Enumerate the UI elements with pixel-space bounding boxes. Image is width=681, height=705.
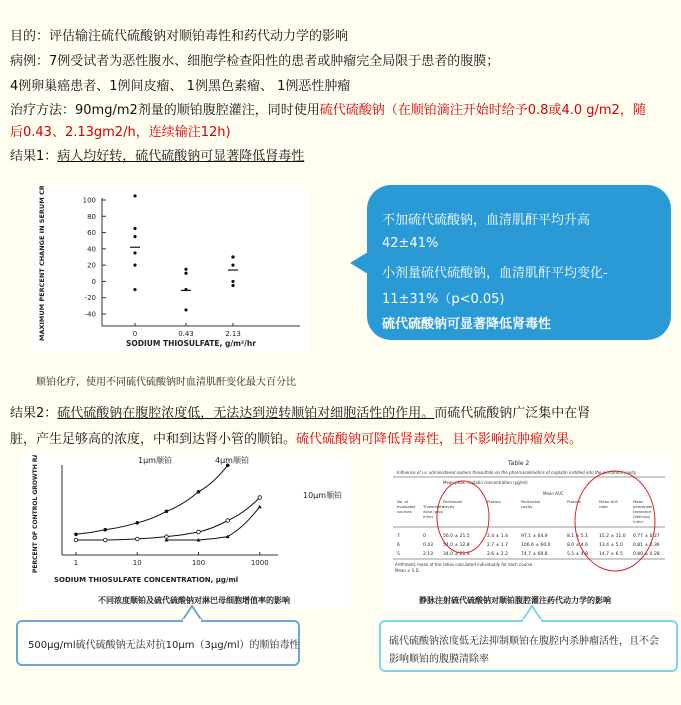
chart2-point [165, 510, 169, 514]
chart1-caption: 顺铂化疗，使用不同硫代硫酸钠时血清肌酐变化最大百分比 [36, 377, 296, 388]
chart1-point [231, 264, 234, 267]
chart1-ytick-label: 20 [87, 261, 96, 270]
table-cell: 74.7 ± 60.8 [521, 552, 548, 557]
bubble-line-1: 不加硫代硫酸钠，血清肌酐平均升高 [382, 213, 591, 228]
creatinine-chart [30, 186, 308, 352]
table-cell: 0 [423, 534, 426, 539]
chart2-xtick-label: 10 [132, 559, 142, 567]
table-header-cell: Mean [633, 499, 644, 504]
table-cell: 5.5 ± 4.8 [567, 552, 588, 557]
legend-1um: 1μm顺铂 [138, 456, 172, 465]
chart1-point [133, 194, 136, 197]
table-header-cell: courses [397, 509, 412, 514]
result1-text: 病人均好转，硫代硫酸钠可显著降低肾毒性 [57, 149, 305, 164]
chart2-point [103, 538, 107, 542]
chart1-ytick-label: 100 [82, 196, 96, 205]
growth-chart [20, 455, 350, 610]
method-line [10, 100, 646, 121]
chart2-xtick-label: 1 [73, 559, 79, 567]
chart1-point [133, 227, 136, 230]
result2-label: 结果2： [10, 406, 58, 421]
note-left-pointer [180, 605, 204, 622]
chart2-point [197, 490, 201, 494]
table-caption: 静脉注射硫代硫酸钠对顺铂腹腔灌注药代动力学的影响 [419, 596, 611, 605]
method-highlight: 硫代硫酸钠（在顺铂滴注开始时给予0.8或4.0 g/m2，随 [319, 103, 646, 118]
table-cell: 2.7 ± 1.7 [487, 543, 508, 548]
table-cell: 15.2 ± 11.0 [599, 534, 626, 539]
chart1-point [184, 268, 187, 271]
table-cell: 13.4 ± 5.0 [599, 543, 623, 548]
summary-bubble [367, 185, 671, 340]
table-cell: 0.43 [423, 543, 434, 548]
bubble-line-4: 11±31%（p<0.05) [382, 292, 505, 307]
table-footnote-1: Arithmetic mean of the ratios calculated individually for each course. [395, 562, 534, 567]
chart2-ylabel: PERCENT OF CONTROL GROWTH RATE [32, 455, 39, 573]
table-header-cell: m/hr) [423, 514, 434, 519]
table-cell: 2.4 ± 1.4 [487, 534, 508, 539]
note-right-pointer [520, 605, 544, 622]
table-cell: 0.81 ± 0.36 [633, 543, 660, 548]
result2-highlight: 硫代硫酸钠可降低肾毒性，且不影响抗肿瘤效果。 [296, 432, 583, 447]
note-right-line-1: 硫代硫酸钠浓度低无法抑制顺铂在腹腔内杀肿瘤活性，且不会 [389, 636, 659, 647]
chart2-caption: 不同浓度顺铂及硫代硫酸钠对淋巴母细胞增值率的影响 [98, 596, 290, 605]
table-header-cell: Plasma [487, 499, 501, 504]
table-header-cell: Mean AUC [599, 499, 619, 504]
chart1-ytick-label: -40 [84, 310, 96, 319]
chart2-point [135, 537, 139, 541]
result2-text-2: 脏，产生足够高的浓度，中和到达肾小管的顺铂。 [10, 432, 297, 447]
chart1-xtick-label: 2.13 [225, 330, 241, 338]
bubble-line-2: 42±41% [382, 236, 439, 251]
table-header-cell: Peritoneal [443, 499, 463, 504]
chart1-point [133, 235, 136, 238]
result1-line [10, 146, 304, 167]
method-line-2: 后0.43、2.13gm2/h，连续输注12h) [10, 125, 231, 140]
chart2-xlabel: SODIUM THIOSULFATE CONCENTRATION, μg/ml [54, 576, 239, 584]
group-header-2: Mean AUC [543, 491, 564, 496]
table-footnote-2: Mean ± S.D. [395, 568, 420, 573]
result2-text: 硫代硫酸钠在腹腔浓度低，无法达到逆转顺铂对细胞活性的作用。 [57, 406, 435, 421]
chart2-point [258, 496, 262, 500]
table-title: Table 2 [508, 460, 530, 467]
note-left-text: 500μg/ml硫代硫酸钠无法对抗10μm（3μg/ml）的顺铂毒性 [28, 640, 300, 651]
chart1-ytick-label: 0 [91, 277, 96, 286]
note-right-line-2: 影响顺铂的腹膜清除率 [389, 654, 489, 665]
group-header-1: Mean peak cisplatin concentration (μg/ml) [443, 480, 528, 485]
table-header-cell: m/hr) [633, 519, 644, 524]
chart1-point [231, 280, 234, 283]
chart2-point [74, 538, 78, 542]
result2-line-1 [10, 403, 590, 424]
chart1-ylabel-a: MAXIMUM PERCENT CHANGE IN SERUM CREATININE [38, 186, 46, 341]
chart2-point [103, 528, 107, 532]
result1-label: 结果1： [10, 149, 58, 164]
chart2-xtick-label: 1000 [250, 559, 269, 567]
purpose-line: 目的：评估输注硫代硫酸钠对顺铂毒性和药代动力学的影响 [10, 29, 349, 44]
table-header-cell: cavity [521, 504, 533, 509]
chart1-xtick-label: 0 [132, 330, 138, 338]
chart1-point [184, 308, 187, 311]
table-cell: 34.0 ± 21.3 [443, 552, 470, 557]
table-cell: 2.6 ± 2.2 [487, 552, 508, 557]
table-header-cell: clearance [633, 509, 652, 514]
bubble-pointer [350, 250, 370, 276]
pk-table-panel [383, 455, 673, 610]
chart1-ytick-label: -20 [84, 294, 96, 303]
table-header-cell: evaluable [397, 504, 416, 509]
table-header-cell: Peritoneal [521, 499, 541, 504]
table-header-cell: No. of [397, 499, 409, 504]
result2-cont: 而硫代硫酸钠广泛集中在肾 [434, 406, 591, 421]
table-cell: 14.7 ± 6.5 [599, 552, 623, 557]
chart2-point [135, 521, 139, 525]
chart1-xlabel: SODIUM THIOSULFATE, g/m²/hr [126, 339, 256, 348]
table-header-cell: Plasma [567, 499, 581, 504]
table-cell: 0.80 ± 0.28 [633, 552, 660, 557]
chart2-point [226, 519, 230, 523]
chart2-point [74, 533, 78, 537]
chart1-xtick-label: 0.43 [178, 330, 194, 338]
table-header-cell: Thiosulfate [423, 504, 445, 509]
chart2-xtick-label: 100 [191, 559, 206, 567]
chart2-point [258, 505, 262, 509]
table-header-cell: dose (g/sq [423, 509, 443, 514]
note-left [16, 620, 300, 666]
legend-10um: 10μm顺铂 [303, 491, 343, 500]
table-header-cell: cavity [443, 504, 455, 509]
table-cell: 0.77 ± 0.27 [633, 534, 660, 539]
table-cell: 54.0 ± 12.8 [443, 543, 470, 548]
growth-chart-panel [20, 455, 350, 610]
table-header-cell: (liters/sq [633, 514, 650, 519]
method-text: 治疗方法：90mg/m2剂量的顺铂腹腔灌注，同时使用 [10, 103, 320, 118]
table-cell: 8.0 ± 4.6 [567, 543, 588, 548]
pk-table [383, 455, 673, 610]
note-right [379, 620, 678, 672]
chart1-ytick-label: 60 [87, 229, 96, 238]
table-cell: 7 [397, 534, 400, 539]
chart1-ytick-label: 80 [87, 212, 96, 221]
chart1-ytick-label: 40 [87, 245, 96, 254]
chart1-point [133, 251, 136, 254]
chart1-point [231, 255, 234, 258]
chart2-series-line [76, 465, 228, 534]
table-cell: 8.1 ± 5.1 [567, 534, 588, 539]
table-cell: 6 [397, 543, 400, 548]
result2-line-2 [10, 429, 582, 450]
chart1-point [184, 272, 187, 275]
chart1-point [133, 288, 136, 291]
legend-4um: 4μm顺铂 [215, 456, 249, 465]
bubble-line-5: 硫代硫酸钠可显著降低肾毒性 [382, 317, 552, 332]
table-header-cell: peritoneal [633, 504, 653, 509]
chart1-point [231, 284, 234, 287]
cases-line-2: 4例卵巢癌患者、1例间皮瘤、 1例黑色素瘤、 1例恶性肿瘤 [10, 79, 351, 94]
table-subtitle: Influence of i.v. administered sodium thiosulfate on the pharmacokinetics of cisplatin instilled into the peritoneal cavity [397, 470, 637, 475]
cases-line-1: 病例：7例受试者为恶性腹水、细胞学检查阳性的患者或肿瘤完全局限于患者的腹膜； [10, 54, 500, 69]
bubble-line-3: 小剂量硫代硫酸钠，血清肌酐平均变化- [382, 266, 608, 281]
table-cell: 2.13 [423, 552, 434, 557]
table-cell: 106.6 ± 60.0 [521, 543, 551, 548]
table-cell: 97.1 ± 64.9 [521, 534, 548, 539]
table-cell: 56.0 ± 21.5 [443, 534, 470, 539]
table-header-cell: ratio [599, 504, 608, 509]
chart2-point [197, 530, 201, 534]
chart1-point [133, 264, 136, 267]
table-cell: 5 [397, 552, 400, 557]
chart2-point [165, 535, 169, 539]
creatinine-chart-panel [30, 186, 308, 352]
